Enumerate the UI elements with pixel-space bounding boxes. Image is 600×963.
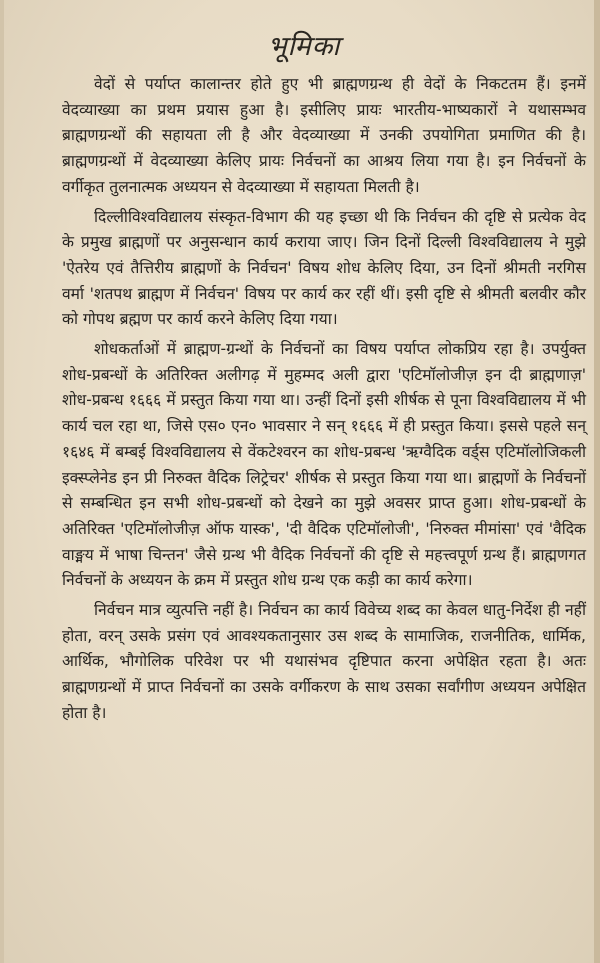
page-body: [62, 72, 586, 727]
paragraph-2: दिल्लीविश्वविद्यालय संस्कृत-विभाग की यह इच्छा थी कि निर्वचन की दृष्टि से प्रत्येक वेद के प्रमुख ब्राह्मणों पर अनुसन्धान कार्य कराया जाए। जिन दिनों दिल्ली विश्वविद्यालय ने मुझे 'ऐतरेय एवं तैत्तिरीय ब्राह्मणों के निर्वचन' विषय शोध केलिए दिया, उन दिनों श्रीमती नरगिस वर्मा 'शतपथ ब्राह्मण में निर्वचन' विषय पर कार्य कर रहीं थीं। इसी दृष्टि से श्रीमती बलवीर कौर को गोपथ ब्रह्मण पर कार्य करने केलिए दिया गया।: [62, 207, 586, 329]
page-title: भूमिका: [267, 31, 341, 62]
paragraph-3: शोधकर्ताओं में ब्राह्मण-ग्रन्थों के निर्वचनों का विषय पर्याप्त लोकप्रिय रहा है। उपर्युक्त शोध-प्रबन्धों के अतिरिक्त अलीगढ़ में मुहम्मद अली द्वारा 'एटिमॉलोजीज़ इन दी ब्राह्मणाज़' शोध-प्रबन्ध १६६६ में प्रस्तुत किया गया था। उन्हीं दिनों इसी शीर्षक से पूना विश्वविद्यालय में भी कार्य चल रहा था, जिसे एस० एन० भावसार ने सन् १६६६ में ही प्रस्तुत किया। इससे पहले सन् १६४६ में बम्बई विश्वविद्यालय से वेंकटेश्वरन का शोध-प्रबन्ध 'ऋग्वैदिक वर्ड्स एटिमॉलोजिकली इक्स्प्लेनेड इन प्री निरुक्त वैदिक लिट्रेचर' शीर्षक से प्रस्तुत किया गया था। ब्राह्मणों के निर्वचनों से सम्बन्धित इन सभी शोध-प्रबन्धों को देखने का मुझे अवसर प्राप्त हुआ। शोध-प्रबन्धों के अतिरिक्त 'एटिमॉलोजीज़ ऑफ यास्क', 'दी वैदिक एटिमॉलोजी', 'निरुक्त मीमांसा' एवं 'वैदिक वाङ्मय में भाषा चिन्तन' जैसे ग्रन्थ भी वैदिक निर्वचनों की दृष्टि से महत्त्वपूर्ण ग्रन्थ हैं। ब्राह्मणगत निर्वचनों के अध्ययन के क्रम में प्रस्तुत शोध ग्रन्थ एक कड़ी का कार्य करेगा।: [62, 340, 586, 590]
paragraph-4: निर्वचन मात्र व्युत्पत्ति नहीं है। निर्वचन का कार्य विवेच्य शब्द का केवल धातु-निर्देश ही नहीं होता, वरन् उसके प्रसंग एवं आवश्यकतानुसार उस शब्द के सामाजिक, राजनीतिक, धार्मिक, आर्थिक, भौगोलिक परिवेश पर भी यथासंभव दृष्टिपात करना अपेक्षित रहता है। अतः ब्राह्मणग्रन्थों में प्राप्त निर्वचनों का उसके वर्गीकरण के साथ उसका सर्वांगीण अध्ययन अपेक्षित होता है।: [62, 601, 586, 722]
paragraph-1: वेदों से पर्याप्त कालान्तर होते हुए भी ब्राह्मणग्रन्थ ही वेदों के निकटतम हैं। इनमें वेदव्याख्या का प्रथम प्रयास हुआ है। इसीलिए प्रायः भारतीय-भाष्यकारों ने यथासम्भव ब्राह्मणग्रन्थों की सहायता ली है और वेदव्याख्या में उनकी उपयोगिता प्रमाणित की है। ब्राह्मणग्रन्थों में वेदव्याख्या केलिए प्रायः निर्वचनों का आश्रय लिया गया है। इन निर्वचनों के वर्गीकृत तुलनात्मक अध्ययन से वेदव्याख्या में सहायता मिलती है।: [62, 75, 586, 196]
